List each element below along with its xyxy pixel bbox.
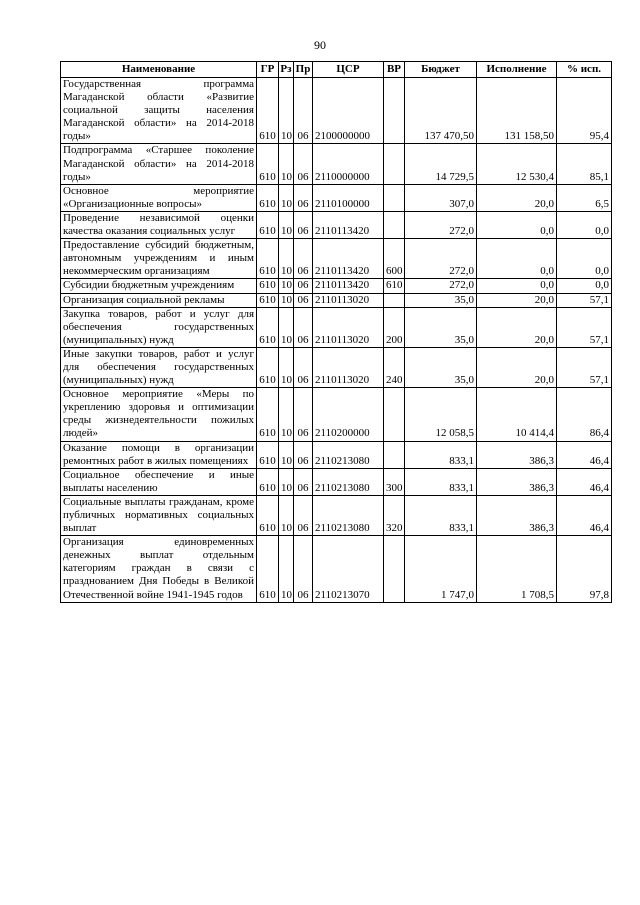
table-row xyxy=(61,441,612,468)
table-row xyxy=(61,388,612,441)
header-execution: Исполнение xyxy=(477,62,557,78)
row-vr xyxy=(384,211,405,238)
row-rz: 10 xyxy=(279,347,294,387)
row-execution: 386,3 xyxy=(477,441,557,468)
row-vr: 300 xyxy=(384,468,405,495)
row-vr: 610 xyxy=(384,279,405,293)
row-execution: 20,0 xyxy=(477,307,557,347)
row-name: Оказание помощи в организации ремонтных работ в жилых помещениях xyxy=(61,441,257,468)
row-pr: 06 xyxy=(294,279,313,293)
row-vr: 200 xyxy=(384,307,405,347)
row-name: Иные закупки товаров, работ и услуг для обеспечения государственных (муниципальных) нужд xyxy=(61,347,257,387)
row-name: Проведение независимой оценки качества оказания социальных услуг xyxy=(61,211,257,238)
row-vr xyxy=(384,293,405,307)
header-gr: ГР xyxy=(257,62,279,78)
row-csr: 2110113020 xyxy=(313,307,384,347)
row-vr xyxy=(384,441,405,468)
row-execution: 20,0 xyxy=(477,184,557,211)
row-rz: 10 xyxy=(279,468,294,495)
row-name: Организация единовременных денежных выплат отдельным категориям граждан в связи с празднованием Дня Победы в Великой Отечественной войне 1941-1945 годов xyxy=(61,536,257,602)
row-budget: 137 470,50 xyxy=(405,78,477,144)
row-gr: 610 xyxy=(257,388,279,441)
row-name: Предоставление субсидий бюджетным, автономным учреждениям и иным некоммерческим организациям xyxy=(61,239,257,279)
row-execution: 20,0 xyxy=(477,293,557,307)
row-csr: 2110213080 xyxy=(313,495,384,535)
row-pr: 06 xyxy=(294,293,313,307)
row-name: Организация социальной рекламы xyxy=(61,293,257,307)
row-percent: 46,4 xyxy=(557,441,612,468)
row-csr: 2110113020 xyxy=(313,347,384,387)
row-percent: 46,4 xyxy=(557,495,612,535)
row-execution: 386,3 xyxy=(477,468,557,495)
row-vr: 240 xyxy=(384,347,405,387)
row-percent: 57,1 xyxy=(557,293,612,307)
row-rz: 10 xyxy=(279,78,294,144)
header-percent: % исп. xyxy=(557,62,612,78)
table-row xyxy=(61,239,612,279)
header-budget: Бюджет xyxy=(405,62,477,78)
row-name: Социальное обеспечение и иные выплаты населению xyxy=(61,468,257,495)
table-row xyxy=(61,495,612,535)
row-execution: 386,3 xyxy=(477,495,557,535)
row-budget: 272,0 xyxy=(405,211,477,238)
row-rz: 10 xyxy=(279,293,294,307)
row-rz: 10 xyxy=(279,184,294,211)
row-gr: 610 xyxy=(257,468,279,495)
row-execution: 0,0 xyxy=(477,279,557,293)
row-pr: 06 xyxy=(294,495,313,535)
row-percent: 57,1 xyxy=(557,307,612,347)
table-row xyxy=(61,307,612,347)
row-pr: 06 xyxy=(294,441,313,468)
header-csr: ЦСР xyxy=(313,62,384,78)
row-percent: 86,4 xyxy=(557,388,612,441)
row-execution: 12 530,4 xyxy=(477,144,557,184)
row-pr: 06 xyxy=(294,307,313,347)
row-pr: 06 xyxy=(294,144,313,184)
row-budget: 35,0 xyxy=(405,347,477,387)
row-budget: 14 729,5 xyxy=(405,144,477,184)
row-csr: 2110113420 xyxy=(313,239,384,279)
row-pr: 06 xyxy=(294,211,313,238)
row-pr: 06 xyxy=(294,347,313,387)
table-row xyxy=(61,78,612,144)
row-vr xyxy=(384,184,405,211)
row-gr: 610 xyxy=(257,536,279,602)
row-name: Субсидии бюджетным учреждениям xyxy=(61,279,257,293)
table-row xyxy=(61,536,612,602)
row-rz: 10 xyxy=(279,536,294,602)
row-budget: 833,1 xyxy=(405,468,477,495)
row-rz: 10 xyxy=(279,495,294,535)
row-budget: 272,0 xyxy=(405,279,477,293)
budget-table xyxy=(60,61,612,603)
row-gr: 610 xyxy=(257,78,279,144)
row-gr: 610 xyxy=(257,293,279,307)
row-vr: 600 xyxy=(384,239,405,279)
row-gr: 610 xyxy=(257,441,279,468)
row-csr: 2110113420 xyxy=(313,279,384,293)
page-number: 90 xyxy=(314,38,326,52)
row-rz: 10 xyxy=(279,211,294,238)
row-csr: 2110113020 xyxy=(313,293,384,307)
row-csr: 2110213080 xyxy=(313,441,384,468)
header-name: Наименование xyxy=(61,62,257,78)
table-row xyxy=(61,144,612,184)
table-header-row xyxy=(61,62,612,78)
row-rz: 10 xyxy=(279,279,294,293)
row-percent: 0,0 xyxy=(557,279,612,293)
row-csr: 2110000000 xyxy=(313,144,384,184)
row-gr: 610 xyxy=(257,307,279,347)
row-execution: 0,0 xyxy=(477,239,557,279)
row-budget: 35,0 xyxy=(405,307,477,347)
row-rz: 10 xyxy=(279,388,294,441)
row-percent: 6,5 xyxy=(557,184,612,211)
row-csr: 2110213080 xyxy=(313,468,384,495)
table-row xyxy=(61,279,612,293)
header-rz: Рз xyxy=(279,62,294,78)
row-budget: 833,1 xyxy=(405,495,477,535)
header-vr: ВР xyxy=(384,62,405,78)
row-csr: 2110100000 xyxy=(313,184,384,211)
row-execution: 1 708,5 xyxy=(477,536,557,602)
table-row xyxy=(61,184,612,211)
row-pr: 06 xyxy=(294,388,313,441)
row-rz: 10 xyxy=(279,239,294,279)
row-percent: 97,8 xyxy=(557,536,612,602)
row-rz: 10 xyxy=(279,307,294,347)
row-name: Основное мероприятие «Меры по укреплению здоровья и оптимизации среды жизнедеятельности пожилых людей» xyxy=(61,388,257,441)
row-name: Государственная программа Магаданской области «Развитие социальной защиты населения Магаданской области» на 2014-2018 годы» xyxy=(61,78,257,144)
row-gr: 610 xyxy=(257,184,279,211)
row-csr: 2110200000 xyxy=(313,388,384,441)
row-gr: 610 xyxy=(257,495,279,535)
row-pr: 06 xyxy=(294,468,313,495)
row-pr: 06 xyxy=(294,536,313,602)
table-row xyxy=(61,293,612,307)
row-vr: 320 xyxy=(384,495,405,535)
row-rz: 10 xyxy=(279,144,294,184)
table-row xyxy=(61,211,612,238)
header-pr: Пр xyxy=(294,62,313,78)
row-execution: 20,0 xyxy=(477,347,557,387)
row-execution: 10 414,4 xyxy=(477,388,557,441)
row-gr: 610 xyxy=(257,279,279,293)
row-budget: 35,0 xyxy=(405,293,477,307)
row-budget: 1 747,0 xyxy=(405,536,477,602)
row-csr: 2110213070 xyxy=(313,536,384,602)
row-name: Закупка товаров, работ и услуг для обеспечения государственных (муниципальных) нужд xyxy=(61,307,257,347)
row-gr: 610 xyxy=(257,144,279,184)
row-percent: 0,0 xyxy=(557,211,612,238)
row-name: Социальные выплаты гражданам, кроме публичных нормативных социальных выплат xyxy=(61,495,257,535)
row-pr: 06 xyxy=(294,78,313,144)
row-vr xyxy=(384,388,405,441)
row-percent: 57,1 xyxy=(557,347,612,387)
row-percent: 85,1 xyxy=(557,144,612,184)
row-budget: 272,0 xyxy=(405,239,477,279)
row-budget: 307,0 xyxy=(405,184,477,211)
row-pr: 06 xyxy=(294,184,313,211)
row-budget: 833,1 xyxy=(405,441,477,468)
row-percent: 95,4 xyxy=(557,78,612,144)
row-name: Основное мероприятие «Организационные вопросы» xyxy=(61,184,257,211)
row-gr: 610 xyxy=(257,211,279,238)
table-row xyxy=(61,468,612,495)
row-percent: 46,4 xyxy=(557,468,612,495)
row-vr xyxy=(384,144,405,184)
row-rz: 10 xyxy=(279,441,294,468)
table-row xyxy=(61,347,612,387)
row-csr: 2100000000 xyxy=(313,78,384,144)
row-execution: 131 158,50 xyxy=(477,78,557,144)
row-vr xyxy=(384,536,405,602)
row-execution: 0,0 xyxy=(477,211,557,238)
row-gr: 610 xyxy=(257,239,279,279)
row-csr: 2110113420 xyxy=(313,211,384,238)
row-budget: 12 058,5 xyxy=(405,388,477,441)
row-pr: 06 xyxy=(294,239,313,279)
row-vr xyxy=(384,78,405,144)
row-percent: 0,0 xyxy=(557,239,612,279)
row-gr: 610 xyxy=(257,347,279,387)
row-name: Подпрограмма «Старшее поколение Магаданской области» на 2014-2018 годы» xyxy=(61,144,257,184)
